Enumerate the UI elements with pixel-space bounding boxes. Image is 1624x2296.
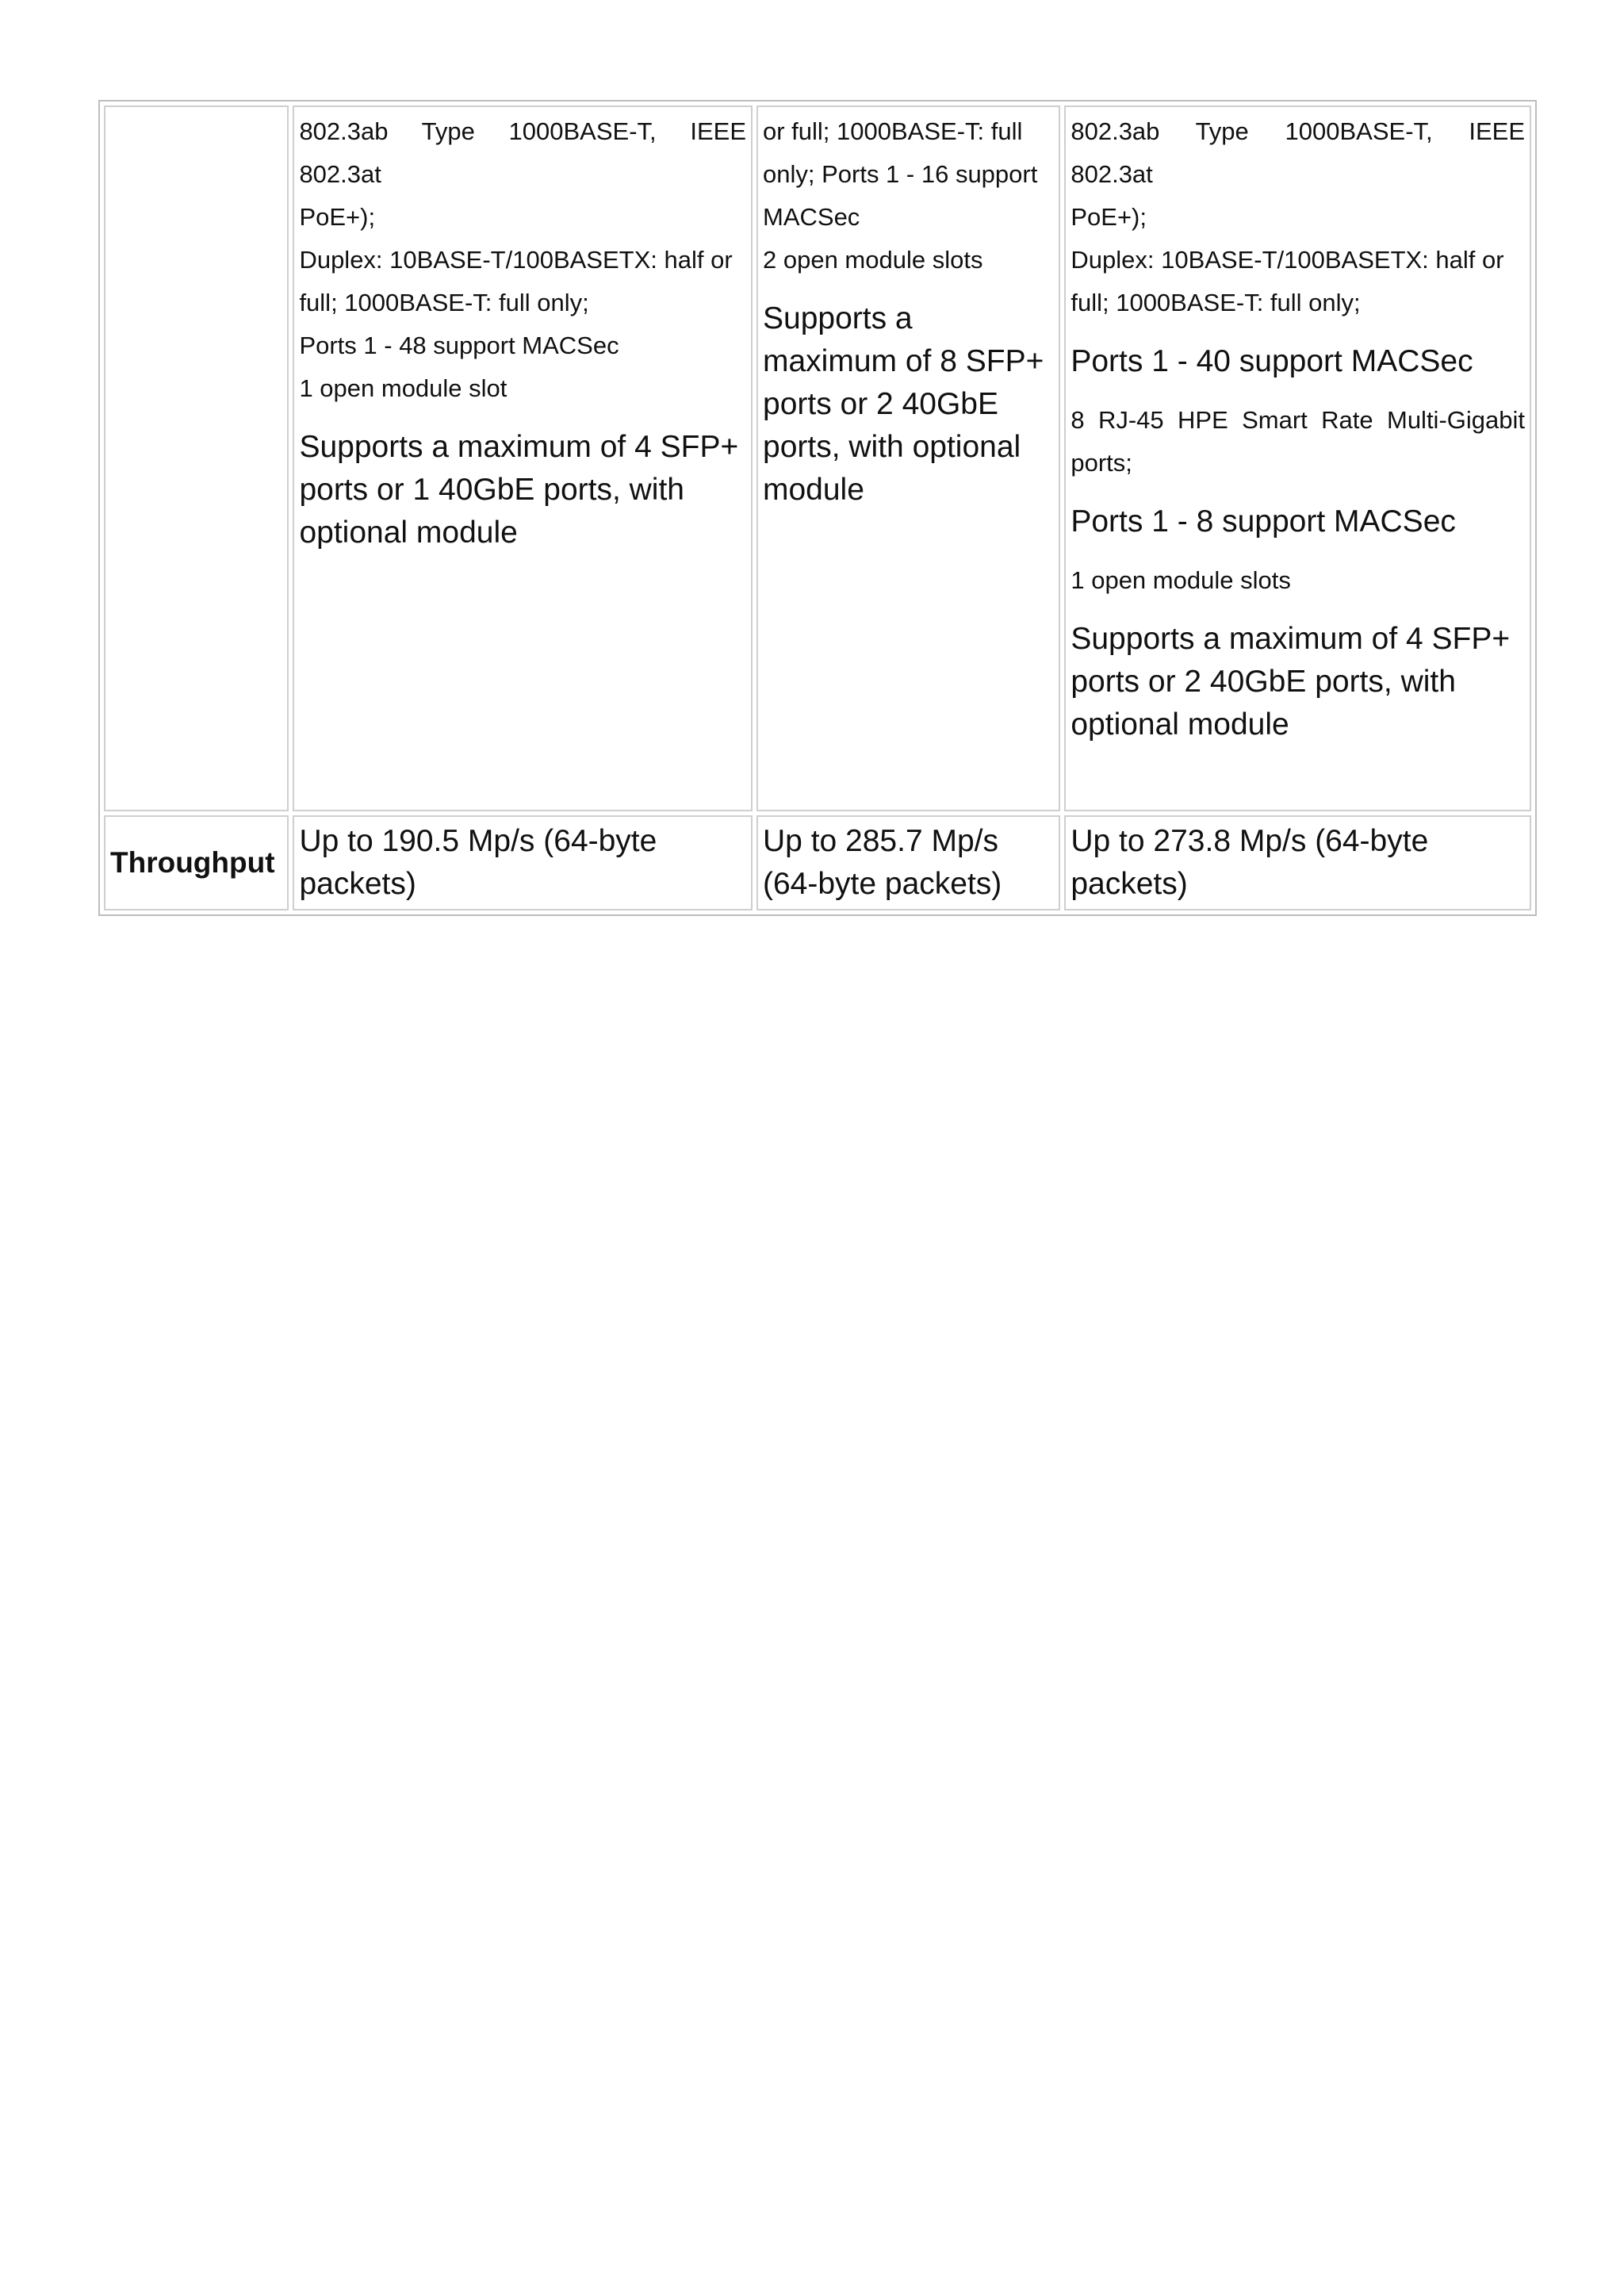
table-row [104,815,1531,910]
spec-table [98,100,1537,916]
spec-line: PoE+); [299,203,376,231]
spec-summary: Ports 1 - 40 support MACSec [1071,344,1473,378]
spec-summary: Ports 1 - 8 support MACSec [1071,504,1456,539]
spec-line: 8 RJ-45 HPE Smart Rate Multi-Gigabit ports; [1071,406,1525,477]
spec-summary: Supports a maximum of 4 SFP+ ports or 1 40GbE ports, with optional module [299,430,739,550]
spec-line: Duplex: 10BASE-T/100BASETX: half or [1071,246,1504,274]
spec-line: 2 open module slots [763,246,983,274]
spec-line: MACSec [763,203,860,231]
spec-line: 1 open module slot [299,374,508,402]
spec-summary: Supports a maximum of 4 SFP+ ports or 2 40GbE ports, with optional module [1071,622,1511,742]
throughput-cell-col1: Up to 190.5 Mp/s (64-byte packets) [293,815,753,910]
row-label-throughput: Throughput [104,815,289,910]
spec-cell-col2 [756,105,1060,811]
spec-line: 802.3ab Type 1000BASE-T, IEEE 802.3at [299,117,746,188]
spec-line: only; Ports 1 - 16 support [763,160,1038,188]
spec-cell-col3 [1064,105,1531,811]
spec-line: full; 1000BASE-T: full only; [1071,289,1361,316]
spec-line: 802.3ab Type 1000BASE-T, IEEE 802.3at [1071,117,1525,188]
row-label-cell [104,105,289,811]
spec-line: or full; 1000BASE-T: full [763,117,1023,145]
spec-line: Duplex: 10BASE-T/100BASETX: half or [299,246,733,274]
throughput-cell-col3: Up to 273.8 Mp/s (64-byte packets) [1064,815,1531,910]
table-row [104,105,1531,811]
throughput-cell-col2: Up to 285.7 Mp/s (64-byte packets) [756,815,1060,910]
spec-line: 1 open module slots [1071,566,1291,594]
spec-cell-col1 [293,105,753,811]
spec-line: PoE+); [1071,203,1147,231]
spec-summary: Supports a maximum of 8 SFP+ ports or 2 40GbE ports, with optional module [763,301,1044,507]
spec-line: full; 1000BASE-T: full only; [299,289,589,316]
spec-line: Ports 1 - 48 support MACSec [299,332,619,359]
